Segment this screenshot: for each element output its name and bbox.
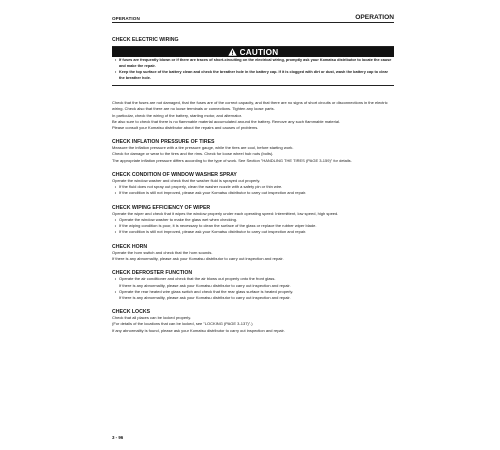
caution-text: If fuses are frequently blown or if there are traces of short-circuiting on the electrical wiring, promptly ask your Komatsu distributor to locate the cause and make the repair. [119,58,392,68]
caution-item [112,70,394,81]
list-text: If the condition is still not improved, please ask your Komatsu distributor to carry out inspection and repair. [119,190,307,196]
manual-page [112,14,394,334]
section-title: CHECK ELECTRIC WIRING [112,37,179,43]
paragraph: Operate the window washer and check that the washer fluid is sprayed out properly. [112,178,261,184]
paragraph: Check that the fuses are not damaged, that the fuses are of the correct capacity, and that there are no signs of short circuits or disconnections in the electric wiring. Check also that there are no loose terminals or connections. Tighten any loose parts. [112,100,388,112]
list-text: Operate the air conditioner and check that the air blows out properly onto the front glass. [119,276,276,282]
warning-triangle-icon [228,48,237,56]
page-number: 3 - 96 [112,435,124,440]
paragraph: In particular, check the wiring of the battery, starting motor, and alternator. [112,112,242,118]
list-body [119,289,394,301]
section-defroster [112,270,394,300]
caution-box [112,46,394,86]
caution-item [112,58,394,69]
list-text: If the wiping condition is poor, it is necessary to clean the surface of the glass or replace the rubber wiper blade. [119,223,317,229]
section-tire-pressure [112,139,394,163]
section-electric-wiring [112,37,394,131]
list-text: If the fluid does not spray out properly, clean the washer nozzle with a safety pin or thin wire. [119,184,283,190]
list-note: If there is any abnormality, please ask your Komatsu distributor to carry out inspection and repair. [119,282,291,288]
section-window-washer [112,172,394,196]
list-item [112,289,394,301]
bullet: • [114,223,117,229]
bullet: • [114,70,117,75]
bullet: • [114,184,117,190]
page-header [112,14,394,23]
paragraph: Please consult your Komatsu distributor about the repairs and causes of problems. [112,124,259,130]
section-title: CHECK HORN [112,243,148,250]
list-body [119,276,394,288]
list-text: If the condition is still not improved, please ask your Komatsu distributor to carry out inspection and repair. [119,229,307,235]
section-title: CHECK LOCKS [112,309,151,316]
section-title: CHECK DEFROSTER FUNCTION [112,270,193,277]
paragraph: Operate the horn switch and check that the horn sounds. [112,249,213,255]
list-text: Operate the window washer to make the glass wet when checking. [119,217,238,222]
section-title: CHECK WIPING EFFICIENCY OF WIPER [112,204,211,211]
paragraph: (For details of the locations that can be locked, see "LOCKING (PAGE 3-137)".) [112,321,253,327]
list-item [112,229,394,235]
header-left: OPERATION [112,16,140,21]
paragraph: If there is any abnormality, please ask your Komatsu distributor to carry out inspection and repair. [112,255,284,261]
caution-label: CAUTION [239,47,279,57]
section-wiper [112,205,394,235]
bullet: • [114,229,117,235]
list-note: If there is any abnormality, please ask your Komatsu distributor to carry out inspection and repair. [119,294,291,300]
bullet: • [114,276,117,282]
bullet: • [114,217,117,222]
list-item [112,190,394,196]
list-text: Operate the rear heated wire glass switch and check that the rear glass surface is heated properly. [119,288,294,294]
section-locks [112,309,394,333]
bullet: • [114,58,117,62]
paragraph: The appropriate inflation pressure differs according to the type of work. See Section "HANDLING THE TIRES (PAGE 3-159)" for details. [112,157,352,163]
bullet: • [114,190,117,196]
paragraph: Be also sure to check that there is no flammable material accumulated around the battery. Remove any such flammable material. [112,118,341,124]
section-body [112,100,394,130]
caution-text: Keep the top surface of the battery clean and check the breather hole in the battery cap. If it is clogged with dirt or dust, wash the battery cap to clear the breather hole. [119,70,389,80]
paragraph: Check that all places can be locked properly. [112,315,192,321]
paragraph: If any abnormality is found, please ask your Komatsu distributor to carry out inspection and repair. [112,327,285,333]
caution-banner [112,47,394,57]
paragraph: Operate the wiper and check that it wipes the window properly under each operating speed: Intermittent, low speed, high speed. [112,210,339,216]
section-horn [112,244,394,262]
paragraph: Measure the inflation pressure with a tire pressure gauge, while the tires are cool, before starting work. [112,145,294,151]
section-title: CHECK INFLATION PRESSURE OF TIRES [112,139,215,146]
paragraph: Check for damage or wear to the tires and the rims. Check for loose wheel hub nuts (bolts). [112,151,274,157]
header-right: OPERATION [355,14,394,21]
list-item [112,276,394,288]
bullet: • [114,288,117,294]
section-title: CHECK CONDITION OF WINDOW WASHER SPRAY [112,172,237,179]
